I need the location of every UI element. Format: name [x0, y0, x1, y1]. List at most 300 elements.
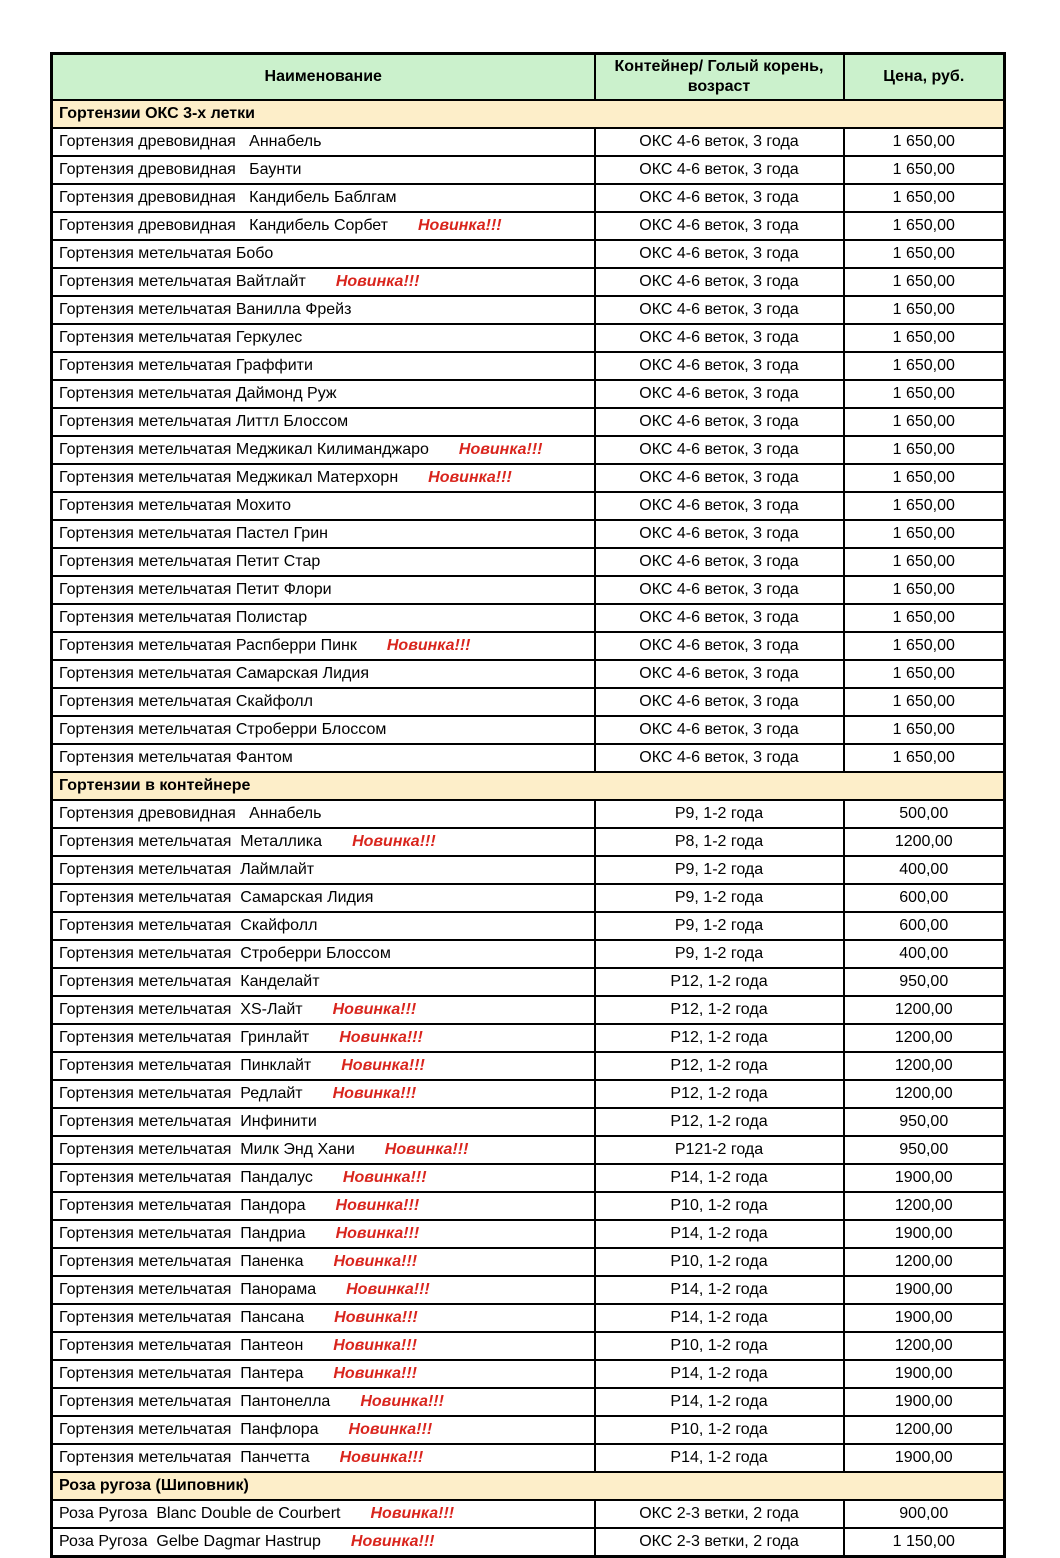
product-name-cell [52, 968, 595, 996]
product-name-wrap [59, 721, 594, 739]
container-age-cell: Р12, 1-2 года [595, 1108, 844, 1136]
product-name: Гортензия метельчатая Пантера [59, 1365, 304, 1382]
container-age-cell: Р9, 1-2 года [595, 800, 844, 828]
price-cell: 1900,00 [844, 1276, 1005, 1304]
product-name: Гортензия метельчатая Литтл Блоссом [59, 413, 349, 430]
product-name-cell [52, 1248, 595, 1276]
column-header-container-age: Контейнер/ Голый корень, возраст [595, 54, 844, 101]
price-cell: 1 650,00 [844, 660, 1005, 688]
price-cell: 1 650,00 [844, 128, 1005, 156]
price-cell: 1200,00 [844, 996, 1005, 1024]
container-age-cell: Р12, 1-2 года [595, 1052, 844, 1080]
container-age-cell: Р12, 1-2 года [595, 968, 844, 996]
product-name-cell [52, 548, 595, 576]
product-name: Гортензия метельчатая Бобо [59, 245, 274, 262]
container-age-cell: Р10, 1-2 года [595, 1332, 844, 1360]
product-name: Гортензия метельчатая Пандриа [59, 1225, 306, 1242]
product-name: Гортензия метельчатая Пантеон [59, 1337, 304, 1354]
product-name-wrap [59, 553, 594, 571]
table-row [52, 352, 1005, 380]
container-age-cell: Р14, 1-2 года [595, 1220, 844, 1248]
product-name-cell [52, 800, 595, 828]
product-name-wrap [59, 1141, 594, 1159]
container-age-cell: ОКС 4-6 веток, 3 года [595, 408, 844, 436]
product-name: Гортензия метельчатая Даймонд Руж [59, 385, 337, 402]
container-age-cell: ОКС 4-6 веток, 3 года [595, 492, 844, 520]
price-cell: 1 650,00 [844, 408, 1005, 436]
product-name-wrap [59, 973, 594, 991]
product-name-cell [52, 1080, 595, 1108]
product-name-cell [52, 632, 595, 660]
container-age-cell: Р14, 1-2 года [595, 1276, 844, 1304]
price-cell: 1 650,00 [844, 688, 1005, 716]
table-row [52, 856, 1005, 884]
container-age-cell: ОКС 4-6 веток, 3 года [595, 296, 844, 324]
price-cell: 600,00 [844, 884, 1005, 912]
product-name: Гортензия древовидная Аннабель [59, 805, 322, 822]
container-age-cell: ОКС 4-6 веток, 3 года [595, 128, 844, 156]
container-age-cell: ОКС 4-6 веток, 3 года [595, 240, 844, 268]
table-row [52, 1444, 1005, 1472]
product-name: Гортензия метельчатая Пансана [59, 1309, 305, 1326]
price-cell: 1 150,00 [844, 1528, 1005, 1557]
product-name: Гортензия метельчатая Лаймлайт [59, 861, 315, 878]
table-row [52, 1052, 1005, 1080]
product-name-wrap [59, 245, 594, 263]
product-name: Гортензия метельчатая Вайтлайт [59, 273, 306, 290]
novelty-badge: Новинка!!! [341, 1057, 425, 1074]
price-cell: 1200,00 [844, 1192, 1005, 1220]
product-name-cell [52, 128, 595, 156]
container-age-cell: Р14, 1-2 года [595, 1304, 844, 1332]
product-name: Гортензия метельчатая Канделайт [59, 973, 320, 990]
price-cell: 1200,00 [844, 1080, 1005, 1108]
product-name-cell [52, 604, 595, 632]
table-row [52, 604, 1005, 632]
section-header-row [52, 772, 1005, 800]
column-header-name: Наименование [52, 54, 595, 101]
novelty-badge: Новинка!!! [339, 1449, 424, 1466]
price-cell: 500,00 [844, 800, 1005, 828]
price-cell: 1 650,00 [844, 548, 1005, 576]
container-age-cell: ОКС 4-6 веток, 3 года [595, 744, 844, 772]
product-name-cell [52, 156, 595, 184]
price-cell: 1 650,00 [844, 212, 1005, 240]
novelty-badge: Новинка!!! [384, 1141, 469, 1158]
novelty-badge: Новинка!!! [335, 1197, 420, 1214]
price-cell: 1900,00 [844, 1220, 1005, 1248]
price-cell: 1 650,00 [844, 184, 1005, 212]
product-name: Гортензия метельчатая Пандора [59, 1197, 306, 1214]
container-age-cell: ОКС 4-6 веток, 3 года [595, 520, 844, 548]
table-row [52, 800, 1005, 828]
product-name: Гортензия древовидная Аннабель [59, 133, 322, 150]
product-name-cell [52, 212, 595, 240]
product-name-wrap [59, 273, 594, 291]
container-age-cell: ОКС 4-6 веток, 3 года [595, 716, 844, 744]
product-name: Гортензия метельчатая Строберри Блоссом [59, 945, 391, 962]
novelty-badge: Новинка!!! [335, 273, 420, 290]
novelty-badge: Новинка!!! [370, 1505, 455, 1522]
product-name-wrap [59, 1533, 594, 1551]
product-name-cell [52, 828, 595, 856]
product-name-wrap [59, 917, 594, 935]
product-name: Гортензия метельчатая Граффити [59, 357, 313, 374]
product-name: Роза Ругоза Gelbe Dagmar Hastrup [59, 1533, 321, 1550]
table-row [52, 632, 1005, 660]
product-name-cell [52, 660, 595, 688]
product-name-wrap [59, 1337, 594, 1355]
product-name-cell [52, 688, 595, 716]
product-name-wrap [59, 749, 594, 767]
price-cell: 950,00 [844, 968, 1005, 996]
price-cell: 1 650,00 [844, 576, 1005, 604]
table-row [52, 1164, 1005, 1192]
product-name: Гортензия метельчатая Панфлора [59, 1421, 319, 1438]
product-name: Гортензия метельчатая Самарская Лидия [59, 889, 374, 906]
product-name-cell [52, 1528, 595, 1557]
novelty-badge: Новинка!!! [386, 637, 471, 654]
product-name-cell [52, 1304, 595, 1332]
novelty-badge: Новинка!!! [346, 1281, 430, 1298]
product-name: Гортензия метельчатая Геркулес [59, 329, 303, 346]
product-name-wrap [59, 1365, 594, 1383]
product-name: Гортензия древовидная Кандибель Сорбет [59, 217, 388, 234]
product-name-wrap [59, 1253, 594, 1271]
section-title: Гортензии в контейнере [52, 772, 1005, 800]
product-name-cell [52, 436, 595, 464]
container-age-cell: ОКС 4-6 веток, 3 года [595, 660, 844, 688]
product-name-cell [52, 1360, 595, 1388]
product-name-wrap [59, 189, 594, 207]
novelty-badge: Новинка!!! [458, 441, 543, 458]
container-age-cell: ОКС 4-6 веток, 3 года [595, 352, 844, 380]
product-name-cell [52, 464, 595, 492]
container-age-cell: Р12, 1-2 года [595, 1024, 844, 1052]
container-age-cell: ОКС 4-6 веток, 3 года [595, 548, 844, 576]
product-name-wrap [59, 385, 594, 403]
price-cell: 1 650,00 [844, 744, 1005, 772]
column-header-price: Цена, руб. [844, 54, 1005, 101]
product-name: Гортензия метельчатая Меджикал Матерхорн [59, 469, 399, 486]
product-name: Гортензия метельчатая Полистар [59, 609, 308, 626]
product-name-wrap [59, 1197, 594, 1215]
price-cell: 1 650,00 [844, 464, 1005, 492]
header-row [52, 54, 1005, 101]
product-name: Гортензия метельчатая Петит Флори [59, 581, 332, 598]
product-name-cell [52, 1444, 595, 1472]
price-cell: 1200,00 [844, 1416, 1005, 1444]
product-name-cell [52, 296, 595, 324]
table-row [52, 1528, 1005, 1557]
price-table [50, 52, 1006, 1558]
price-cell: 600,00 [844, 912, 1005, 940]
section-title: Гортензии ОКС 3-х летки [52, 100, 1005, 128]
price-cell: 1 650,00 [844, 268, 1005, 296]
product-name: Гортензия древовидная Баунти [59, 161, 302, 178]
novelty-badge: Новинка!!! [339, 1029, 423, 1046]
product-name: Гортензия метельчатая Скайфолл [59, 693, 313, 710]
table-row [52, 128, 1005, 156]
product-name: Гортензия метельчатая Ванилла Фрейз [59, 301, 352, 318]
price-cell: 950,00 [844, 1136, 1005, 1164]
product-name-cell [52, 1164, 595, 1192]
product-name-wrap [59, 413, 594, 431]
novelty-badge: Новинка!!! [428, 469, 512, 486]
container-age-cell: Р10, 1-2 года [595, 1416, 844, 1444]
product-name-wrap [59, 1421, 594, 1439]
table-row [52, 1248, 1005, 1276]
table-row [52, 492, 1005, 520]
price-cell: 400,00 [844, 940, 1005, 968]
novelty-badge: Новинка!!! [335, 1225, 420, 1242]
product-name: Гортензия метельчатая Пинклайт [59, 1057, 312, 1074]
price-cell: 1900,00 [844, 1444, 1005, 1472]
product-name: Гортензия метельчатая Мохито [59, 497, 292, 514]
price-cell: 1900,00 [844, 1164, 1005, 1192]
product-name: Гортензия метельчатая Строберри Блоссом [59, 721, 387, 738]
price-cell: 1 650,00 [844, 296, 1005, 324]
product-name-wrap [59, 1001, 594, 1019]
product-name: Гортензия метельчатая Пандалус [59, 1169, 313, 1186]
product-name-wrap [59, 301, 594, 319]
container-age-cell: ОКС 4-6 веток, 3 года [595, 464, 844, 492]
table-row [52, 156, 1005, 184]
container-age-cell: ОКС 4-6 веток, 3 года [595, 156, 844, 184]
table-row [52, 940, 1005, 968]
novelty-badge: Новинка!!! [360, 1393, 444, 1410]
container-age-cell: ОКС 4-6 веток, 3 года [595, 268, 844, 296]
product-name: Гортензия метельчатая Панчетта [59, 1449, 310, 1466]
product-name: Гортензия метельчатая Пастел Грин [59, 525, 328, 542]
novelty-badge: Новинка!!! [333, 1253, 418, 1270]
table-row [52, 184, 1005, 212]
product-name-wrap [59, 945, 594, 963]
product-name-cell [52, 716, 595, 744]
container-age-cell: ОКС 4-6 веток, 3 года [595, 436, 844, 464]
product-name-wrap [59, 217, 594, 235]
product-name: Гортензия метельчатая XS-Лайт [59, 1001, 303, 1018]
table-row [52, 296, 1005, 324]
product-name-cell [52, 996, 595, 1024]
table-row [52, 380, 1005, 408]
price-cell: 1200,00 [844, 1248, 1005, 1276]
container-age-cell: ОКС 4-6 веток, 3 года [595, 212, 844, 240]
product-name-cell [52, 744, 595, 772]
table-row [52, 1276, 1005, 1304]
product-name-cell [52, 1136, 595, 1164]
product-name: Гортензия метельчатая Распберри Пинк [59, 637, 357, 654]
table-row [52, 884, 1005, 912]
product-name-wrap [59, 1281, 594, 1299]
product-name-wrap [59, 637, 594, 655]
table-row [52, 212, 1005, 240]
product-name-cell [52, 576, 595, 604]
product-name: Гортензия метельчатая Скайфолл [59, 917, 318, 934]
product-name-cell [52, 380, 595, 408]
container-age-cell: Р9, 1-2 года [595, 884, 844, 912]
product-name: Гортензия метельчатая Меджикал Килиманджаро [59, 441, 429, 458]
container-age-cell: Р14, 1-2 года [595, 1360, 844, 1388]
price-cell: 1200,00 [844, 828, 1005, 856]
product-name: Гортензия метельчатая Инфинити [59, 1113, 317, 1130]
product-name-cell [52, 1276, 595, 1304]
container-age-cell: ОКС 4-6 веток, 3 года [595, 632, 844, 660]
product-name-wrap [59, 1169, 594, 1187]
product-name-wrap [59, 357, 594, 375]
product-name: Гортензия метельчатая Гринлайт [59, 1029, 310, 1046]
novelty-badge: Новинка!!! [350, 1533, 435, 1550]
product-name-wrap [59, 1113, 594, 1131]
table-row [52, 436, 1005, 464]
container-age-cell: ОКС 4-6 веток, 3 года [595, 324, 844, 352]
novelty-badge: Новинка!!! [332, 1001, 417, 1018]
table-row [52, 1220, 1005, 1248]
price-cell: 1200,00 [844, 1052, 1005, 1080]
product-name-cell [52, 1024, 595, 1052]
product-name-wrap [59, 133, 594, 151]
container-age-cell: Р8, 1-2 года [595, 828, 844, 856]
price-cell: 1200,00 [844, 1332, 1005, 1360]
product-name-cell [52, 856, 595, 884]
product-name: Гортензия метельчатая Петит Стар [59, 553, 321, 570]
table-row [52, 240, 1005, 268]
table-header [52, 54, 1005, 101]
container-age-cell: Р121-2 года [595, 1136, 844, 1164]
product-name-wrap [59, 609, 594, 627]
product-name-cell [52, 268, 595, 296]
novelty-badge: Новинка!!! [418, 217, 502, 234]
product-name-cell [52, 940, 595, 968]
container-age-cell: Р14, 1-2 года [595, 1388, 844, 1416]
container-age-cell: Р10, 1-2 года [595, 1192, 844, 1220]
table-row [52, 688, 1005, 716]
section-title: Роза ругоза (Шиповник) [52, 1472, 1005, 1500]
product-name-wrap [59, 1225, 594, 1243]
price-cell: 1 650,00 [844, 324, 1005, 352]
container-age-cell: Р14, 1-2 года [595, 1164, 844, 1192]
table-row [52, 1024, 1005, 1052]
novelty-badge: Новинка!!! [333, 1337, 417, 1354]
product-name-cell [52, 492, 595, 520]
product-name: Гортензия метельчатая Самарская Лидия [59, 665, 369, 682]
table-row [52, 1108, 1005, 1136]
price-cell: 1 650,00 [844, 632, 1005, 660]
table-row [52, 1388, 1005, 1416]
price-cell: 1 650,00 [844, 156, 1005, 184]
product-name-wrap [59, 889, 594, 907]
table-row [52, 1080, 1005, 1108]
table-row [52, 268, 1005, 296]
product-name-wrap [59, 833, 594, 851]
product-name-cell [52, 1052, 595, 1080]
container-age-cell: Р12, 1-2 года [595, 1080, 844, 1108]
product-name-cell [52, 1108, 595, 1136]
price-cell: 1 650,00 [844, 436, 1005, 464]
price-cell: 1 650,00 [844, 380, 1005, 408]
container-age-cell: ОКС 4-6 веток, 3 года [595, 184, 844, 212]
table-row [52, 1192, 1005, 1220]
product-name-wrap [59, 1309, 594, 1327]
table-body [52, 100, 1005, 1557]
novelty-badge: Новинка!!! [348, 1421, 433, 1438]
product-name-cell [52, 912, 595, 940]
product-name-cell [52, 240, 595, 268]
product-name-cell [52, 520, 595, 548]
table-row [52, 1332, 1005, 1360]
product-name-wrap [59, 1449, 594, 1467]
container-age-cell: Р14, 1-2 года [595, 1444, 844, 1472]
product-name-cell [52, 352, 595, 380]
product-name-wrap [59, 1085, 594, 1103]
product-name: Гортензия метельчатая Милк Энд Хани [59, 1141, 355, 1158]
product-name-wrap [59, 581, 594, 599]
product-name: Гортензия древовидная Кандибель Баблгам [59, 189, 397, 206]
product-name-cell [52, 184, 595, 212]
product-name-wrap [59, 441, 594, 459]
product-name: Гортензия метельчатая Редлайт [59, 1085, 303, 1102]
table-row [52, 1304, 1005, 1332]
table-row [52, 912, 1005, 940]
product-name: Роза Ругоза Blanc Double de Courbert [59, 1505, 341, 1522]
table-row [52, 464, 1005, 492]
product-name-cell [52, 1500, 595, 1528]
price-cell: 1 650,00 [844, 240, 1005, 268]
table-row [52, 1416, 1005, 1444]
product-name-wrap [59, 805, 594, 823]
table-row [52, 968, 1005, 996]
price-cell: 1900,00 [844, 1304, 1005, 1332]
container-age-cell: Р9, 1-2 года [595, 856, 844, 884]
novelty-badge: Новинка!!! [333, 1365, 417, 1382]
product-name-cell [52, 884, 595, 912]
table-row [52, 716, 1005, 744]
container-age-cell: ОКС 4-6 веток, 3 года [595, 604, 844, 632]
product-name-wrap [59, 1505, 594, 1523]
price-cell: 950,00 [844, 1108, 1005, 1136]
product-name-cell [52, 1388, 595, 1416]
product-name: Гортензия метельчатая Фантом [59, 749, 293, 766]
table-row [52, 520, 1005, 548]
container-age-cell: Р10, 1-2 года [595, 1248, 844, 1276]
product-name-wrap [59, 469, 594, 487]
product-name-wrap [59, 665, 594, 683]
table-row [52, 1360, 1005, 1388]
price-cell: 1 650,00 [844, 716, 1005, 744]
container-age-cell: Р12, 1-2 года [595, 996, 844, 1024]
price-cell: 1 650,00 [844, 604, 1005, 632]
price-cell: 1 650,00 [844, 352, 1005, 380]
price-cell: 1 650,00 [844, 492, 1005, 520]
table-row [52, 660, 1005, 688]
container-age-cell: ОКС 4-6 веток, 3 года [595, 380, 844, 408]
novelty-badge: Новинка!!! [332, 1085, 417, 1102]
container-age-cell: Р9, 1-2 года [595, 940, 844, 968]
table-row [52, 828, 1005, 856]
table-row [52, 996, 1005, 1024]
container-age-cell: Р9, 1-2 года [595, 912, 844, 940]
product-name-cell [52, 1220, 595, 1248]
product-name-cell [52, 324, 595, 352]
table-row [52, 1500, 1005, 1528]
table-row [52, 1136, 1005, 1164]
table-row [52, 548, 1005, 576]
product-name-wrap [59, 497, 594, 515]
product-name-wrap [59, 329, 594, 347]
price-cell: 1 650,00 [844, 520, 1005, 548]
table-row [52, 408, 1005, 436]
product-name-wrap [59, 1057, 594, 1075]
